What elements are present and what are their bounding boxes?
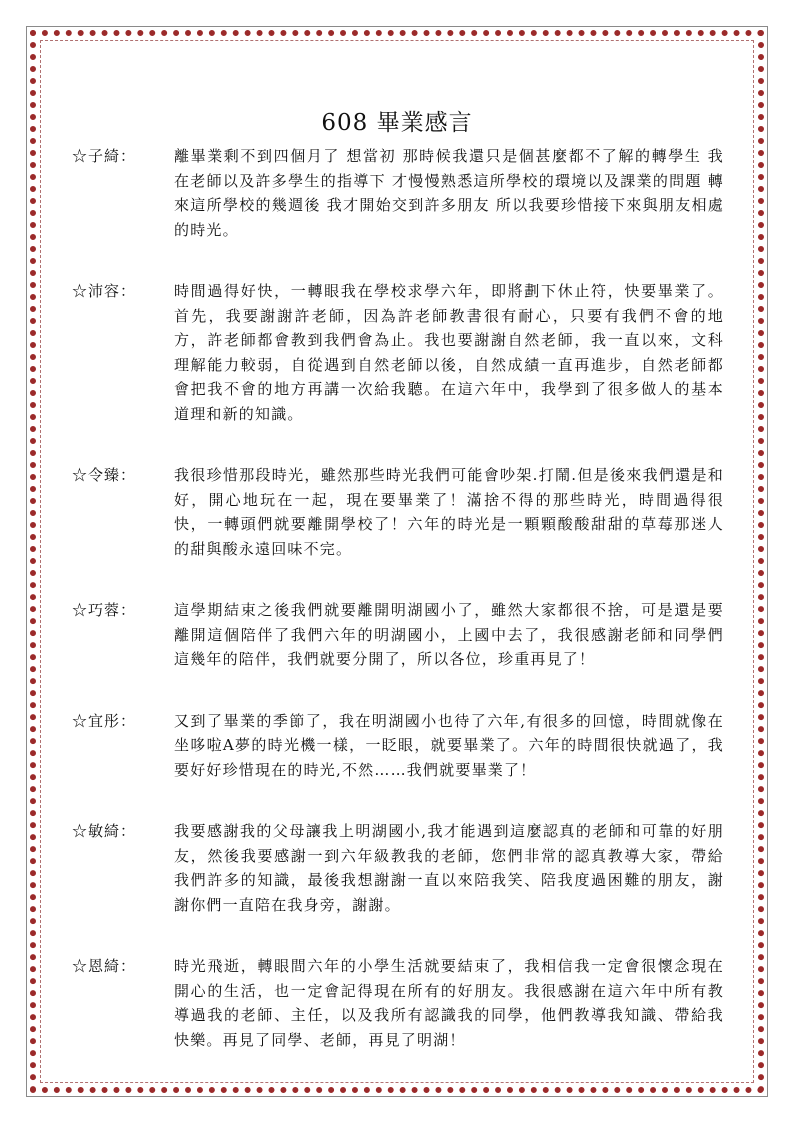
entry-2 xyxy=(72,279,732,426)
page-title: 608 畢業感言 xyxy=(321,110,473,136)
entry-5 xyxy=(72,709,732,783)
entry-author: ☆令臻： xyxy=(72,466,137,484)
entry-text: 又到了畢業的季節了，我在明湖國小也待了六年,有很多的回憶，時間就像在坐哆啦A夢的時光機一樣，一眨眼，就要畢業了。六年的時間很快就過了，我要好好珍惜現在的時光,不然……我們就要畢業了！ xyxy=(174,711,724,779)
entry-author: ☆沛容： xyxy=(72,282,137,300)
entry-text: 離畢業剩不到四個月了 想當初 那時候我還只是個甚麼都不了解的轉學生 我在老師以及許多學生的指導下 才慢慢熟悉這所學校的環境以及課業的問題 轉來這所學校的幾週後 我才開始交到許多朋友 所以我要珍惜接下來與朋友相處的時光。 xyxy=(174,147,724,239)
entry-author: ☆巧蓉： xyxy=(72,601,137,619)
entry-text: 我很珍惜那段時光，雖然那些時光我們可能會吵架.打鬧.但是後來我們還是和好，開心地玩在一起，現在要畢業了！滿捨不得的那些時光，時間過得很快，一轉頭們就要離開學校了！六年的時光是一顆顆酸酸甜甜的草莓那迷人的甜與酸永遠回味不完。 xyxy=(174,466,724,558)
entry-4 xyxy=(72,598,732,672)
entry-text: 時間過得好快，一轉眼我在學校求學六年，即將劃下休止符，快要畢業了。首先，我要謝謝許老師，因為許老師教書很有耐心，只要有我們不會的地方，許老師都會教到我們會為止。我也要謝謝自然老師，我一直以來，文科理解能力較弱，自從遇到自然老師以後，自然成績一直再進步，自然老師都會把我不會的地方再講一次給我聽。在這六年中，我學到了很多做人的基本道理和新的知識。 xyxy=(174,282,724,423)
entry-text: 時光飛逝，轉眼間六年的小學生活就要結束了，我相信我一定會很懷念現在開心的生活，也一定會記得現在所有的好朋友。我很感謝在這六年中所有教導過我的老師、主任，以及我所有認識我的同學，他們教導我知識、帶給我快樂。再見了同學、老師，再見了明湖！ xyxy=(174,957,724,1049)
entry-author: ☆恩綺： xyxy=(72,957,137,975)
entry-3 xyxy=(72,463,732,561)
entry-6 xyxy=(72,819,732,917)
entry-7 xyxy=(72,954,732,1052)
entry-author: ☆宜彤： xyxy=(72,711,137,730)
entry-author: ☆敏綺： xyxy=(72,822,137,840)
entry-text: 這學期結束之後我們就要離開明湖國小了，雖然大家都很不捨，可是還是要離開這個陪伴了我們六年的明湖國小，上國中去了，我很感謝老師和同學們這幾年的陪伴，我們就要分開了，所以各位，珍重再見了！ xyxy=(174,601,724,668)
entry-author: ☆子綺： xyxy=(72,147,137,165)
entry-text: 我要感謝我的父母讓我上明湖國小,我才能遇到這麼認真的老師和可靠的好朋友，然後我要感謝一到六年級教我的老師，您們非常的認真教導大家，帶給我們許多的知識，最後我想謝謝一直以來陪我笑、陪我度過困難的朋友，謝謝你們一直陪在我身旁，謝謝。 xyxy=(174,822,724,914)
entry-1 xyxy=(72,144,732,242)
entries-list xyxy=(72,144,732,1089)
